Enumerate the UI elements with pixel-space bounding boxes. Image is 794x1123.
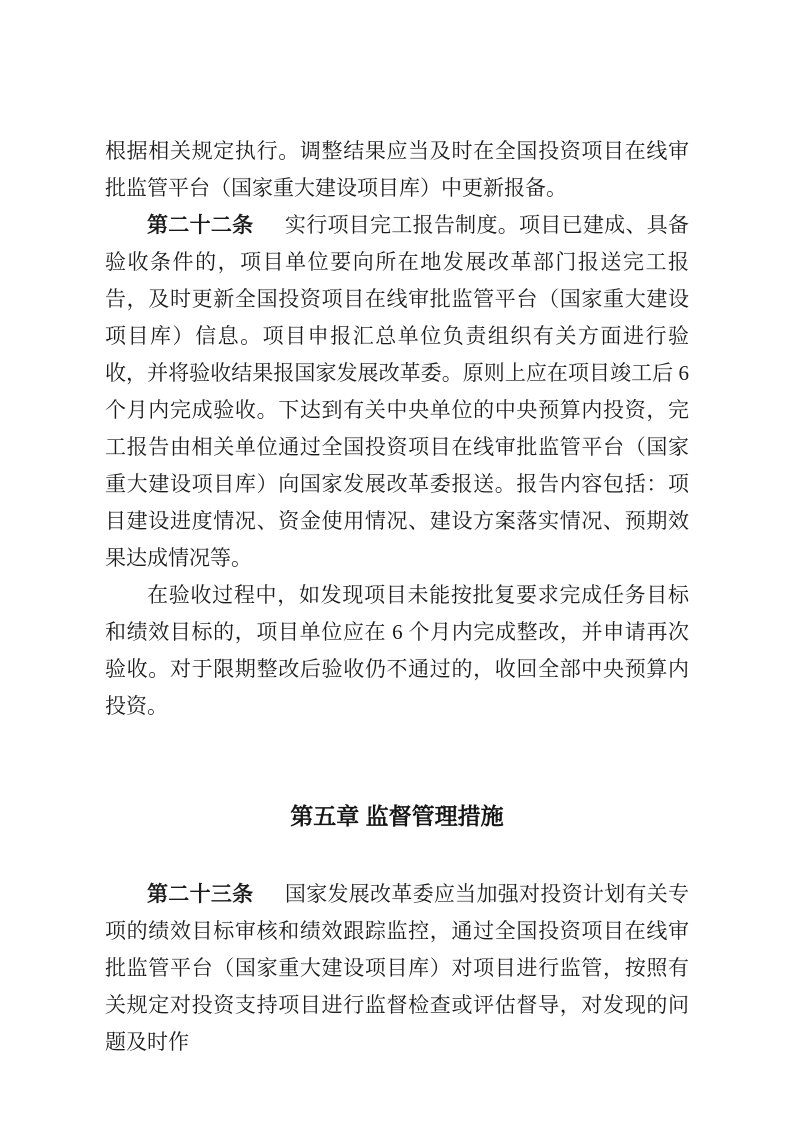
paragraph-text: 国家发展改革委应当加强对投资计划有关专项的绩效目标审核和绩效跟踪监控，通过全国投资项目在线审批监管平台（国家重大建设项目库）对项目进行监管，按照有关规定对投资支持项目进行监督检查或评估督导，对发现的问题及时作 <box>105 882 690 1054</box>
paragraph-text: 根据相关规定执行。调整结果应当及时在全国投资项目在线审批监管平台（国家重大建设项目库）中更新报备。 <box>105 139 689 200</box>
paragraph-article-23 <box>105 876 689 1061</box>
chapter-heading: 第五章 监督管理措施 <box>290 803 504 829</box>
paragraph-text: 在验收过程中，如发现项目未能按批复要求完成任务目标和绩效目标的，项目单位应在 6 个月内完成整改，并申请再次验收。对于限期整改后验收仍不通过的，收回全部中央预算内投资。 <box>105 583 689 718</box>
paragraph-article-22 <box>105 207 689 577</box>
paragraph-text: 实行项目完工报告制度。项目已建成、具备验收条件的，项目单位要向所在地发展改革部门报送完工报告，及时更新全国投资项目在线审批监管平台（国家重大建设项目库）信息。项目申报汇总单位负责组织有关方面进行验收，并将验收结果报国家发展改革委。原则上应在项目竣工后 6 个月内完成验收。下达到有关中央单位的中央预算内投资，完工报告由相关单位通过全国投资项目在线审批监管平台（国家重大建设项目库）向国家发展改革委报送。报告内容包括：项目建设进度情况、资金使用情况、建设方案落实情况、预期效果达成情况等。 <box>105 213 690 570</box>
article-number: 第二十二条 <box>147 213 254 237</box>
article-number: 第二十三条 <box>147 882 254 906</box>
paragraph-continuation <box>105 133 689 207</box>
paragraph-acceptance-rectification <box>105 577 689 725</box>
text-block <box>105 133 689 1061</box>
